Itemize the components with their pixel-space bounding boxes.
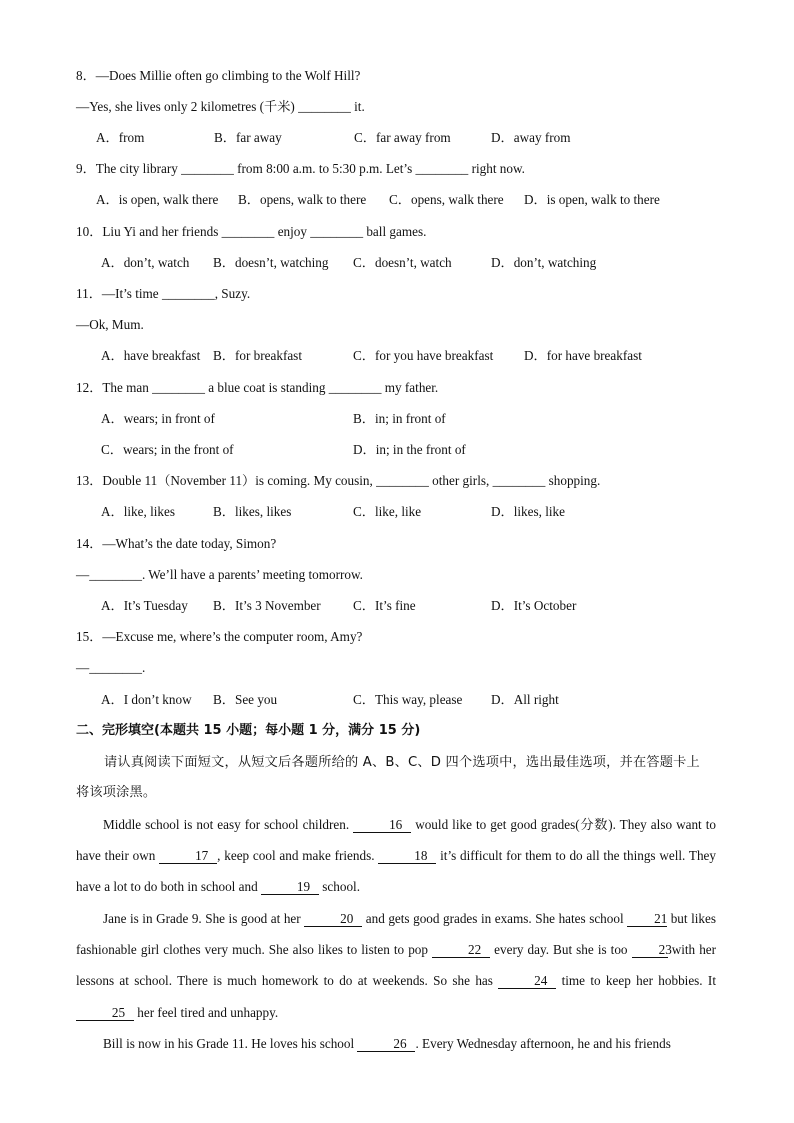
passage-text: but likes fashionable girl clothes very much. She also likes to listen to pop bbox=[76, 911, 716, 958]
question-14-option-a: A．It’s Tuesday bbox=[101, 598, 188, 613]
question-15-reply: —________. bbox=[76, 660, 146, 675]
question-12-option-b: B．in; in front of bbox=[353, 411, 446, 426]
question-9-stem: 9．The city library ________ from 8:00 a.m. to 5:30 p.m. Let’s ________ right now. bbox=[76, 161, 525, 176]
question-11-stem: 11．—It’s time ________, Suzy. bbox=[76, 286, 251, 301]
passage-text: . Every Wednesday afternoon, he and his friends bbox=[415, 1036, 671, 1051]
question-15-stem: 15．—Excuse me, where’s the computer room, Amy? bbox=[76, 629, 363, 644]
question-10-option-d: D．don’t, watching bbox=[491, 255, 597, 270]
passage-paragraph-2 bbox=[76, 903, 716, 1028]
question-8-option-a: A．from bbox=[96, 130, 145, 145]
blank-23: 23 bbox=[632, 942, 668, 958]
passage-text: it’s difficult for them to do all the things well. They have a lot to do both in school and bbox=[76, 848, 716, 895]
question-15-option-b: B．See you bbox=[213, 692, 278, 707]
passage-paragraph-1 bbox=[76, 809, 716, 903]
blank-25: 25 bbox=[76, 1005, 134, 1021]
question-10-stem: 10．Liu Yi and her friends ________ enjoy ________ ball games. bbox=[76, 224, 427, 239]
section-2-title: 二、完形填空(本题共 15 小题；每小题 1 分，满分 15 分) bbox=[76, 723, 421, 738]
passage-text: school. bbox=[322, 879, 360, 895]
blank-22: 22 bbox=[432, 942, 490, 958]
question-9-option-c: C．opens, walk there bbox=[389, 192, 504, 207]
question-9-option-a: A．is open, walk there bbox=[96, 192, 219, 207]
blank-19: 19 bbox=[261, 879, 319, 895]
question-11-option-b: B．for breakfast bbox=[213, 348, 302, 363]
passage-text: , keep cool and make friends. bbox=[217, 848, 375, 864]
question-15-option-a: A．I don’t know bbox=[101, 692, 192, 707]
passage-text: would like to get good grades(分数). They also want to have their own bbox=[76, 817, 716, 864]
question-12-option-c: C．wears; in the front of bbox=[101, 442, 234, 457]
question-12-stem: 12．The man ________ a blue coat is standing ________ my father. bbox=[76, 380, 439, 395]
question-8-option-c: C．far away from bbox=[354, 130, 451, 145]
blank-21: 21 bbox=[627, 911, 667, 927]
blank-26: 26 bbox=[357, 1036, 415, 1052]
question-15-option-d: D．All right bbox=[491, 692, 559, 707]
question-13-option-d: D．likes, like bbox=[491, 504, 565, 519]
blank-24: 24 bbox=[498, 973, 556, 989]
passage-text: with her lessons at school. There is much homework to do at weekends. So she has bbox=[76, 942, 717, 989]
passage-text: her feel tired and unhappy. bbox=[137, 1004, 279, 1020]
question-9-option-b: B．opens, walk to there bbox=[238, 192, 367, 207]
question-13-option-c: C．like, like bbox=[353, 504, 422, 519]
question-10-option-a: A．don’t, watch bbox=[101, 255, 190, 270]
passage-text: Middle school is not easy for school children. bbox=[103, 817, 350, 832]
question-12-option-d: D．in; in the front of bbox=[353, 442, 466, 457]
question-15-option-c: C．This way, please bbox=[353, 692, 463, 707]
passage-text: every day. But she is too bbox=[494, 942, 628, 958]
section-2-instruction-line-1: 请认真阅读下面短文，从短文后各题所给的 A、B、C、D 四个选项中，选出最佳选项，并在答题卡上 bbox=[104, 755, 700, 770]
question-14-reply: —________. We’ll have a parents’ meeting tomorrow. bbox=[76, 567, 363, 582]
question-10-option-b: B．doesn’t, watching bbox=[213, 255, 329, 270]
blank-16: 16 bbox=[353, 817, 411, 833]
passage-text: and gets good grades in exams. She hates school bbox=[365, 911, 624, 926]
question-8-reply: —Yes, she lives only 2 kilometres (千米) ________ it. bbox=[76, 99, 365, 114]
question-9-option-d: D．is open, walk to there bbox=[524, 192, 660, 207]
question-8-stem: 8．—Does Millie often go climbing to the Wolf Hill? bbox=[76, 68, 361, 83]
question-8-option-d: D．away from bbox=[491, 130, 571, 145]
question-11-option-d: D．for have breakfast bbox=[524, 348, 642, 363]
question-12-option-a: A．wears; in front of bbox=[101, 411, 215, 426]
question-14-option-c: C．It’s fine bbox=[353, 598, 416, 613]
blank-17: 17 bbox=[159, 848, 217, 864]
question-11-reply: —Ok, Mum. bbox=[76, 317, 144, 332]
passage-text: Jane is in Grade 9. She is good at her bbox=[103, 911, 301, 926]
blank-18: 18 bbox=[378, 848, 436, 864]
question-13-stem: 13．Double 11（November 11）is coming. My cousin, ________ other girls, ________ shopping. bbox=[76, 473, 601, 488]
passage-text: Bill is now in his Grade 11. He loves his school bbox=[103, 1036, 355, 1051]
question-13-option-b: B．likes, likes bbox=[213, 504, 292, 519]
question-14-option-d: D．It’s October bbox=[491, 598, 577, 613]
question-13-option-a: A．like, likes bbox=[101, 504, 175, 519]
blank-20: 20 bbox=[304, 911, 362, 927]
question-14-option-b: B．It’s 3 November bbox=[213, 598, 321, 613]
question-10-option-c: C．doesn’t, watch bbox=[353, 255, 452, 270]
question-11-option-a: A．have breakfast bbox=[101, 348, 201, 363]
question-11-option-c: C．for you have breakfast bbox=[353, 348, 494, 363]
passage-paragraph-3 bbox=[76, 1028, 716, 1059]
passage-text: time to keep her hobbies. It bbox=[561, 973, 716, 989]
section-2-instruction-line-2: 将该项涂黑。 bbox=[76, 785, 157, 800]
question-8-option-b: B．far away bbox=[214, 130, 282, 145]
question-14-stem: 14．—What’s the date today, Simon? bbox=[76, 536, 277, 551]
